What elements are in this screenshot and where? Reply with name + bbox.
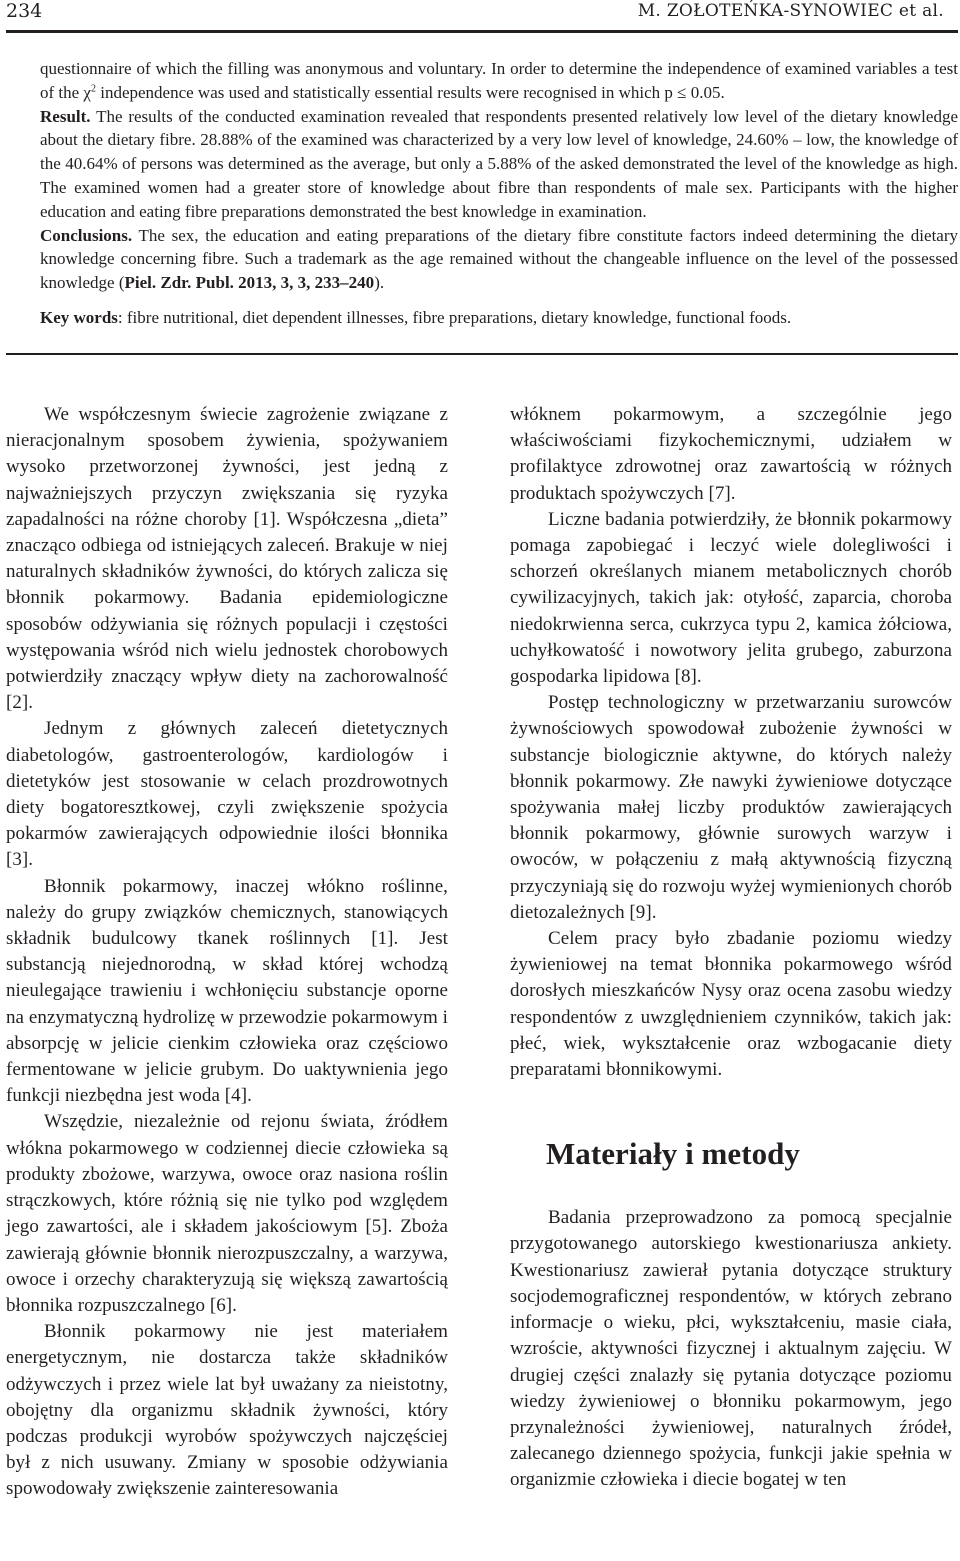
keywords-label: Key words — [40, 307, 118, 327]
abstract-intro-2: independence was used and statistically essential results were recognised in which p ≤ 0.05. — [95, 82, 725, 102]
result-text: The results of the conducted examination revealed that respondents presented relatively low level of the dietary knowledge about the dietary fibre. 28.88% of the examined was characterized by a very low level of knowledge, 24.60% – low, the knowledge of the 40.64% of persons was determined as the average, but only a 5.88% of the asked demonstrated the level of the knowledge as high. The examined women had a greater store of knowledge about fibre than respondents of male sex. Participants with the higher education and eating fibre preparations demonstrated the best knowledge in examination. — [40, 106, 958, 221]
left-column — [6, 402, 448, 1503]
right-column — [510, 402, 952, 1494]
section-heading: Materiały i metody — [546, 1136, 800, 1172]
page-number: 234 — [6, 0, 43, 22]
abstract-intro: questionnaire of which the filling was anonymous and voluntary. In order to determine the independence of examined variables a test of the χ — [40, 59, 958, 102]
body-paragraph: Wszędzie, niezależnie od rejonu świata, źródłem włókna pokarmowego w codziennej diecie człowieka są produkty zbożowe, warzywa, owoce oraz nasiona roślin strączkowych, które różnią się nie tylko pod względem jego zawartości, ale i składem jakościowym [5]. Zboża zawierają głównie błonnik nierozpuszczalny, a warzywa, owoce i orzechy charakteryzują się większą zawartością błonnika rozpuszczalnego [6]. — [6, 1111, 448, 1316]
running-head: M. ZOŁOTEŃKA-SYNOWIEC et al. — [637, 1, 944, 21]
abstract-rule — [6, 353, 958, 355]
result-label: Result. — [40, 106, 91, 126]
header-rule — [6, 30, 958, 33]
conclusions-text: The sex, the education and eating preparations of the dietary fibre constitute factors indeed determining the dietary knowledge concerning fibre. Such a trademark as the age remained without the changeable influence on the level of the possessed knowledge ( — [40, 225, 958, 293]
chi-superscript: 2 — [90, 83, 96, 95]
body-paragraph: Błonnik pokarmowy, inaczej włókno roślinne, należy do grupy związków chemicznych, stanowiących składnik budulcowy tkanek roślinnych [1]. Jest substancją niejednorodną, w skład której wchodzą nieulegające trawieniu i wchłonięciu substancje oporne na enzymatyczną hydrolizę w przewodzie pokarmowym i absorpcję w jelicie cienkim człowieka oraz częściowo fermentowane w jelicie grubym. Do uaktywnienia jego funkcji niezbędna jest woda [4]. — [6, 875, 448, 1107]
body-paragraph: Błonnik pokarmowy nie jest materiałem energetycznym, nie dostarcza także składników odżywczych i przez wiele lat był uważany za nieistotny, obojętny dla organizmu składnik żywności, który podczas produkcji wyrobów spożywczych najczęściej był z nich usuwany. Zmiany w sposobie odżywiania spowodowały zwiększenie zainteresowania — [6, 1321, 448, 1500]
citation-end: ). — [374, 273, 385, 293]
abstract-paragraph — [40, 57, 958, 295]
body-paragraph: Postęp technologiczny w przetwarzaniu surowców żywnościowych spowodował zubożenie żywności w substancje biologicznie aktywne, do których należy błonnik pokarmowy. Złe nawyki żywieniowe dotyczące spożywania małej liczby produktów zawierających błonnik pokarmowy, głównie surowych warzyw i owoców, w połączeniu z małą aktywnością fizyczną przyczyniają się do rozwoju wyżej wymienionych chorób dietozależnych [9]. — [510, 692, 952, 923]
body-paragraph: Liczne badania potwierdziły, że błonnik pokarmowy pomaga zapobiegać i leczyć wiele dolegliwości i schorzeń określanych mianem metabolicznych chorób cywilizacyjnych, takich jak: otyłość, zaparcia, choroba niedokrwienna serca, cukrzyca typu 2, kamica żółciowa, uchyłkowatość i nowotwory jelita grubego, zaburzona gospodarka lipidowa [8]. — [510, 508, 952, 688]
abstract — [40, 57, 958, 330]
body-paragraph: Badania przeprowadzono za pomocą specjalnie przygotowanego autorskiego kwestionariusza ankiety. Kwestionariusz zawierał pytania dotyczące struktury socjodemograficznej respondentów, w których zebrano informacje o wieku, płci, wykształceniu, masie ciała, wzroście, aktywności fizycznej i aktualnym zajęciu. W drugiej części znalazły się pytania dotyczące poziomu wiedzy żywieniowej o błonniku pokarmowym, jego przynależności żywieniowej, naturalnych źródeł, zalecanego dziennego spożycia, funkcji jakie spełnia w organizmie człowieka i diecie bogatej w ten — [510, 1207, 952, 1491]
citation: Piel. Zdr. Publ. 2013, 3, 3, 233–240 — [124, 273, 375, 293]
conclusions-label: Conclusions. — [40, 225, 133, 245]
page-header — [0, 0, 952, 26]
keywords — [40, 306, 958, 330]
body-paragraph: Celem pracy było zbadanie poziomu wiedzy żywieniowej na temat błonnika pokarmowego wśród dorosłych mieszkańców Nysy oraz ocena zasobu wiedzy respondentów z uwzględnieniem czynników, takich jak: płeć, wiek, wykształcenie oraz wzbogacanie diety preparatami błonnikowymi. — [510, 928, 952, 1081]
body-paragraph-continuation: włóknem pokarmowym, a szczególnie jego właściwościami fizykochemicznymi, udziałem w profilaktyce zdrowotnej oraz zawartością w różnych produktach spożywczych [7]. — [510, 404, 952, 504]
body-paragraph: We współczesnym świecie zagrożenie związane z nieracjonalnym sposobem żywienia, spożywaniem wysoko przetworzonej żywności, jest jedną z najważniejszych przyczyn zwiększania się ryzyka zapadalności na różne choroby [1]. Współczesna „dieta” znacząco odbiega od istniejących zaleceń. Brakuje w niej naturalnych składników żywności, do których zalicza się błonnik pokarmowy. Badania epidemiologiczne sposobów odżywiania się różnych populacji i częstości występowania wśród nich wielu jednostek chorobowych potwierdziły znaczący wpływ diety na zachorowalność [2]. — [6, 404, 448, 714]
keywords-text: : fibre nutritional, diet dependent illnesses, fibre preparations, dietary knowledge, functional foods. — [117, 307, 792, 327]
body-paragraph: Jednym z głównych zaleceń dietetycznych diabetologów, gastroenterologów, kardiologów i dietetyków jest stosowanie w celach prozdrowotnych diety bogatoresztkowej, czyli zwiększenie spożycia pokarmów zawierających odpowiednie ilości błonnika [3]. — [6, 718, 448, 871]
